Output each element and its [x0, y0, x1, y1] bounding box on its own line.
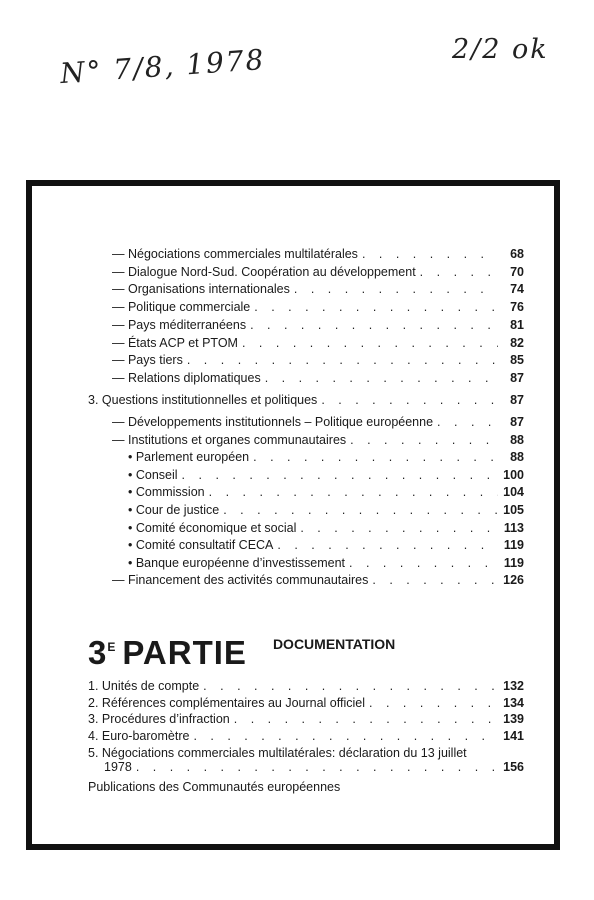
handwritten-check-note: 2/2 ok — [452, 34, 549, 65]
dot-leader — [234, 711, 498, 727]
toc-entry-label: — Relations diplomatiques — [112, 370, 261, 385]
toc-entry-label: — Politique commerciale — [112, 300, 251, 315]
toc-row — [112, 335, 524, 351]
documentation-row-line2 — [104, 759, 524, 775]
dot-leader — [254, 299, 498, 315]
dot-leader — [294, 281, 498, 297]
toc-entry-label: 1. Unités de compte — [88, 679, 200, 693]
toc-entry-label: 1978 — [104, 759, 132, 774]
table-of-contents — [32, 186, 554, 844]
toc-row — [128, 484, 524, 500]
toc-entry-label: 3. Procédures d’infraction — [88, 712, 230, 727]
toc-entry-label: 3. Questions institutionnelles et politiques — [88, 393, 318, 407]
toc-entry-page: 85 — [510, 353, 524, 368]
toc-entry-label: • Commission — [128, 485, 205, 500]
toc-entry-label: • Comité économique et social — [128, 520, 297, 535]
toc-row — [128, 520, 524, 536]
dot-leader — [193, 728, 498, 744]
dot-leader — [350, 432, 498, 448]
toc-entry-page: 82 — [510, 335, 524, 350]
toc-row — [112, 414, 524, 430]
dot-leader — [223, 502, 498, 518]
dot-leader — [265, 370, 498, 386]
toc-entry-page: 104 — [503, 485, 524, 500]
toc-row — [128, 537, 524, 553]
toc-entry-page: 139 — [503, 712, 524, 727]
toc-row — [112, 432, 524, 448]
documentation-row — [88, 678, 524, 694]
toc-entry-label: — États ACP et PTOM — [112, 335, 238, 350]
toc-entry-page: 68 — [510, 247, 524, 261]
toc-row — [112, 317, 524, 333]
part-number-suffix: E — [107, 640, 117, 654]
toc-entry-label: • Cour de justice — [128, 503, 220, 517]
dot-leader — [362, 246, 498, 262]
dot-leader — [321, 392, 498, 408]
toc-entry-page: 141 — [503, 729, 524, 744]
toc-entry-label: • Comité consultatif CECA — [128, 538, 274, 553]
dot-leader — [349, 555, 498, 571]
dot-leader — [300, 520, 498, 536]
toc-entry-page: 74 — [510, 282, 524, 297]
part-word: PARTIE — [122, 634, 247, 671]
toc-frame — [26, 180, 560, 850]
toc-row — [128, 467, 524, 483]
section-heading-row — [88, 392, 524, 408]
dot-leader — [369, 695, 498, 711]
toc-entry-page: 156 — [503, 759, 524, 774]
toc-entry-page: 100 — [503, 467, 524, 482]
dot-leader — [209, 484, 498, 500]
toc-entry-page: 87 — [510, 370, 524, 385]
part-number: $3^E$ PARTIE — [88, 634, 247, 671]
toc-row — [112, 246, 524, 262]
toc-entry-label: — Financement des activités communautaires — [112, 573, 369, 588]
toc-entry-page: 132 — [503, 679, 524, 693]
toc-row — [112, 572, 524, 588]
dot-leader — [182, 467, 498, 483]
documentation-row — [88, 711, 524, 727]
toc-entry-page: 105 — [503, 503, 524, 517]
toc-row — [112, 264, 524, 280]
toc-entry-label: — Dialogue Nord-Sud. Coopération au développement — [112, 264, 416, 279]
toc-entry-page: 119 — [503, 538, 524, 553]
publications-line: Publications des Communautés européennes — [88, 780, 341, 794]
dot-leader — [203, 678, 498, 694]
documentation-row — [88, 728, 524, 744]
toc-entry-label: • Banque européenne d’investissement — [128, 555, 346, 570]
handwritten-issue-note: N° 7/8, 1978 — [59, 42, 267, 91]
toc-row — [128, 555, 524, 571]
toc-entry-label: — Institutions et organes communautaires — [112, 432, 347, 447]
toc-entry-label: — Développements institutionnels – Politique européenne — [112, 415, 434, 429]
toc-entry-page: 126 — [503, 573, 524, 588]
toc-entry-page: 88 — [510, 450, 524, 465]
toc-entry-page: 119 — [503, 555, 524, 570]
toc-entry-page: 87 — [510, 393, 524, 407]
dot-leader — [277, 537, 498, 553]
toc-entry-page: 88 — [510, 432, 524, 447]
dot-leader — [187, 352, 498, 368]
toc-row — [128, 449, 524, 465]
dot-leader — [372, 572, 498, 588]
dot-leader — [250, 317, 498, 333]
dot-leader — [242, 335, 498, 351]
dot-leader — [437, 414, 498, 430]
toc-entry-page: 87 — [510, 415, 524, 429]
documentation-row — [88, 695, 524, 711]
toc-entry-page: 81 — [510, 317, 524, 332]
toc-entry-label: 4. Euro-baromètre — [88, 729, 190, 744]
toc-entry-label: 2. Références complémentaires au Journal officiel — [88, 695, 365, 710]
toc-entry-page: 113 — [503, 520, 524, 535]
toc-entry-page: 76 — [510, 300, 524, 315]
documentation-row-line1: 5. Négociations commerciales multilatérales: déclaration du 13 juillet — [88, 745, 467, 760]
toc-entry-label: • Conseil — [128, 467, 178, 482]
toc-row — [112, 352, 524, 368]
toc-entry-label: — Organisations internationales — [112, 282, 290, 297]
part-title: DOCUMENTATION — [272, 636, 396, 652]
toc-row — [112, 299, 524, 315]
dot-leader — [136, 759, 498, 775]
toc-entry-page: 70 — [510, 264, 524, 279]
toc-entry-label: — Pays tiers — [112, 353, 183, 368]
dot-leader — [253, 449, 498, 465]
toc-row — [112, 281, 524, 297]
toc-entry-page: 134 — [503, 695, 524, 710]
toc-entry-label: — Pays méditerranéens — [112, 317, 247, 332]
toc-entry-label: — Négociations commerciales multilatérales — [112, 247, 358, 261]
dot-leader — [420, 264, 498, 280]
toc-row — [112, 370, 524, 386]
toc-row — [128, 502, 524, 518]
toc-entry-label: • Parlement européen — [128, 450, 250, 465]
part-heading — [88, 634, 395, 672]
